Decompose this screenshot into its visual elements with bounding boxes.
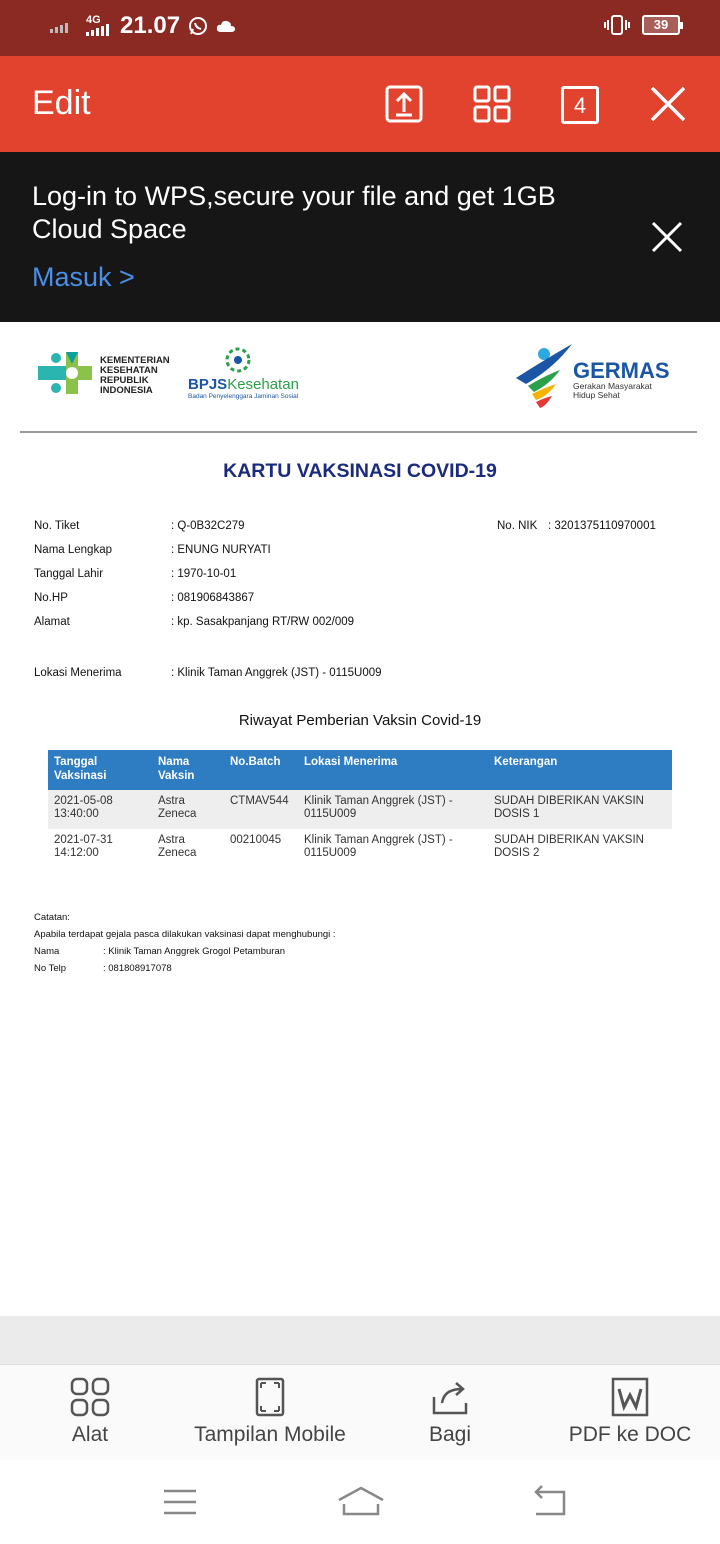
tiket-value: : Q-0B32C279 xyxy=(171,520,245,532)
pdf-ke-doc-button[interactable] xyxy=(560,1377,700,1447)
mobile-view-icon xyxy=(250,1377,290,1417)
bpjs-name xyxy=(188,376,299,393)
table-cell: CTMAV544 xyxy=(224,790,298,829)
notes-nama-label: Nama xyxy=(34,946,60,957)
grid-icon[interactable] xyxy=(472,84,512,124)
table-cell: Astra Zeneca xyxy=(152,790,224,829)
table-cell: Klinik Taman Anggrek (JST) - 0115U009 xyxy=(298,829,488,868)
table-cell: Klinik Taman Anggrek (JST) - 0115U009 xyxy=(298,790,488,829)
nama-label: Nama Lengkap xyxy=(34,544,112,556)
alat-button[interactable] xyxy=(40,1377,140,1447)
login-banner xyxy=(0,152,720,322)
bpjs-subtitle: Badan Penyelenggara Jaminan Sosial xyxy=(188,393,299,400)
nama-value: : ENUNG NURYATI xyxy=(171,544,271,556)
edit-title[interactable]: Edit xyxy=(32,84,91,122)
tools-icon xyxy=(70,1377,110,1417)
cloud-icon xyxy=(216,19,236,33)
page-count-button[interactable]: 4 xyxy=(561,86,599,124)
germas-logo xyxy=(514,340,574,410)
nik-value: : 3201375110970001 xyxy=(548,520,656,532)
kemenkes-logo xyxy=(36,348,98,400)
page-gap xyxy=(0,1316,720,1364)
close-icon[interactable] xyxy=(648,84,688,124)
alamat-label: Alamat xyxy=(34,616,70,628)
germas-subtitle-line-2: Hidup Sehat xyxy=(573,390,620,400)
germas-subtitle xyxy=(573,382,652,400)
notes-heading: Catatan: xyxy=(34,912,70,923)
home-icon[interactable] xyxy=(336,1482,386,1522)
pdf-document-page[interactable] xyxy=(0,322,720,1316)
germas-subtitle-line-1: Gerakan Masyarakat xyxy=(573,381,652,391)
vibrate-icon xyxy=(604,14,630,36)
table-header-cell: Keterangan xyxy=(488,750,672,790)
document-title: KARTU VAKSINASI COVID-19 xyxy=(223,460,497,482)
notes-nama-value: : Klinik Taman Anggrek Grogol Petamburan xyxy=(103,946,286,957)
status-bar xyxy=(0,0,720,56)
lahir-value: : 1970-10-01 xyxy=(171,568,237,580)
bottom-toolbar xyxy=(0,1364,720,1460)
network-type: 4G xyxy=(86,14,101,26)
network-4g-icon xyxy=(82,14,112,38)
signal-icon xyxy=(50,18,74,34)
tampilan-mobile-button[interactable] xyxy=(180,1377,360,1447)
table-row xyxy=(48,790,672,829)
battery-indicator: 39 xyxy=(642,15,680,35)
nik-label: No. NIK xyxy=(497,520,538,532)
table-row xyxy=(48,829,672,868)
table-cell: SUDAH DIBERIKAN VAKSIN DOSIS 2 xyxy=(488,829,672,868)
hp-label: No.HP xyxy=(34,592,68,604)
table-cell: 2021-05-08 13:40:00 xyxy=(48,790,152,829)
notes-telp-value: : 081808917078 xyxy=(103,963,172,974)
banner-close-icon[interactable] xyxy=(650,220,684,254)
hp-value: : 081906843867 xyxy=(171,592,255,604)
table-cell: 00210045 xyxy=(224,829,298,868)
vaccination-table xyxy=(48,750,672,868)
notes-line: Apabila terdapat gejala pasca dilakukan vaksinasi dapat menghubungi : xyxy=(34,929,336,940)
bpjs-brand: BPJS xyxy=(188,376,228,393)
tampilan-mobile-label: Tampilan Mobile xyxy=(194,1423,346,1446)
header-divider xyxy=(20,431,697,433)
pdf-ke-doc-label: PDF ke DOC xyxy=(568,1423,692,1446)
kemenkes-text: KEMENTERIAN KESEHATAN REPUBLIK INDONESIA xyxy=(100,355,170,396)
banner-message: Log-in to WPS,secure your file and get 1GB Cloud Space xyxy=(32,181,556,244)
clock: 21.07 xyxy=(120,12,181,39)
tiket-label: No. Tiket xyxy=(34,520,80,532)
lokasi-value: : Klinik Taman Anggrek (JST) - 0115U009 xyxy=(171,667,382,679)
whatsapp-icon xyxy=(188,16,208,36)
table-header-cell: Nama Vaksin xyxy=(152,750,224,790)
app-toolbar xyxy=(0,56,720,152)
table-cell: SUDAH DIBERIKAN VAKSIN DOSIS 1 xyxy=(488,790,672,829)
table-cell: Astra Zeneca xyxy=(152,829,224,868)
alat-label: Alat xyxy=(71,1423,109,1446)
table-cell: 2021-07-31 14:12:00 xyxy=(48,829,152,868)
share-upload-icon[interactable] xyxy=(384,84,424,124)
lahir-label: Tanggal Lahir xyxy=(34,568,104,580)
history-title: Riwayat Pemberian Vaksin Covid-19 xyxy=(238,712,482,729)
share-icon xyxy=(430,1377,470,1417)
lokasi-label: Lokasi Menerima xyxy=(34,667,122,679)
back-icon[interactable] xyxy=(528,1482,568,1522)
alamat-value: : kp. Sasakpanjang RT/RW 002/009 xyxy=(171,616,355,628)
system-nav-bar xyxy=(0,1460,720,1544)
notes-telp-label: No Telp xyxy=(34,963,67,974)
bagi-label: Bagi xyxy=(428,1423,472,1446)
table-header-row xyxy=(48,750,672,790)
bpjs-kesehatan: Kesehatan xyxy=(227,376,299,393)
table-header-cell: Lokasi Menerima xyxy=(298,750,488,790)
table-header-cell: No.Batch xyxy=(224,750,298,790)
pdf-to-doc-icon xyxy=(610,1377,650,1417)
table-header-cell: Tanggal Vaksinasi xyxy=(48,750,152,790)
masuk-link[interactable]: Masuk > xyxy=(32,262,135,292)
germas-title: GERMAS xyxy=(573,358,670,383)
menu-icon[interactable] xyxy=(160,1482,200,1522)
bagi-button[interactable] xyxy=(400,1377,500,1447)
